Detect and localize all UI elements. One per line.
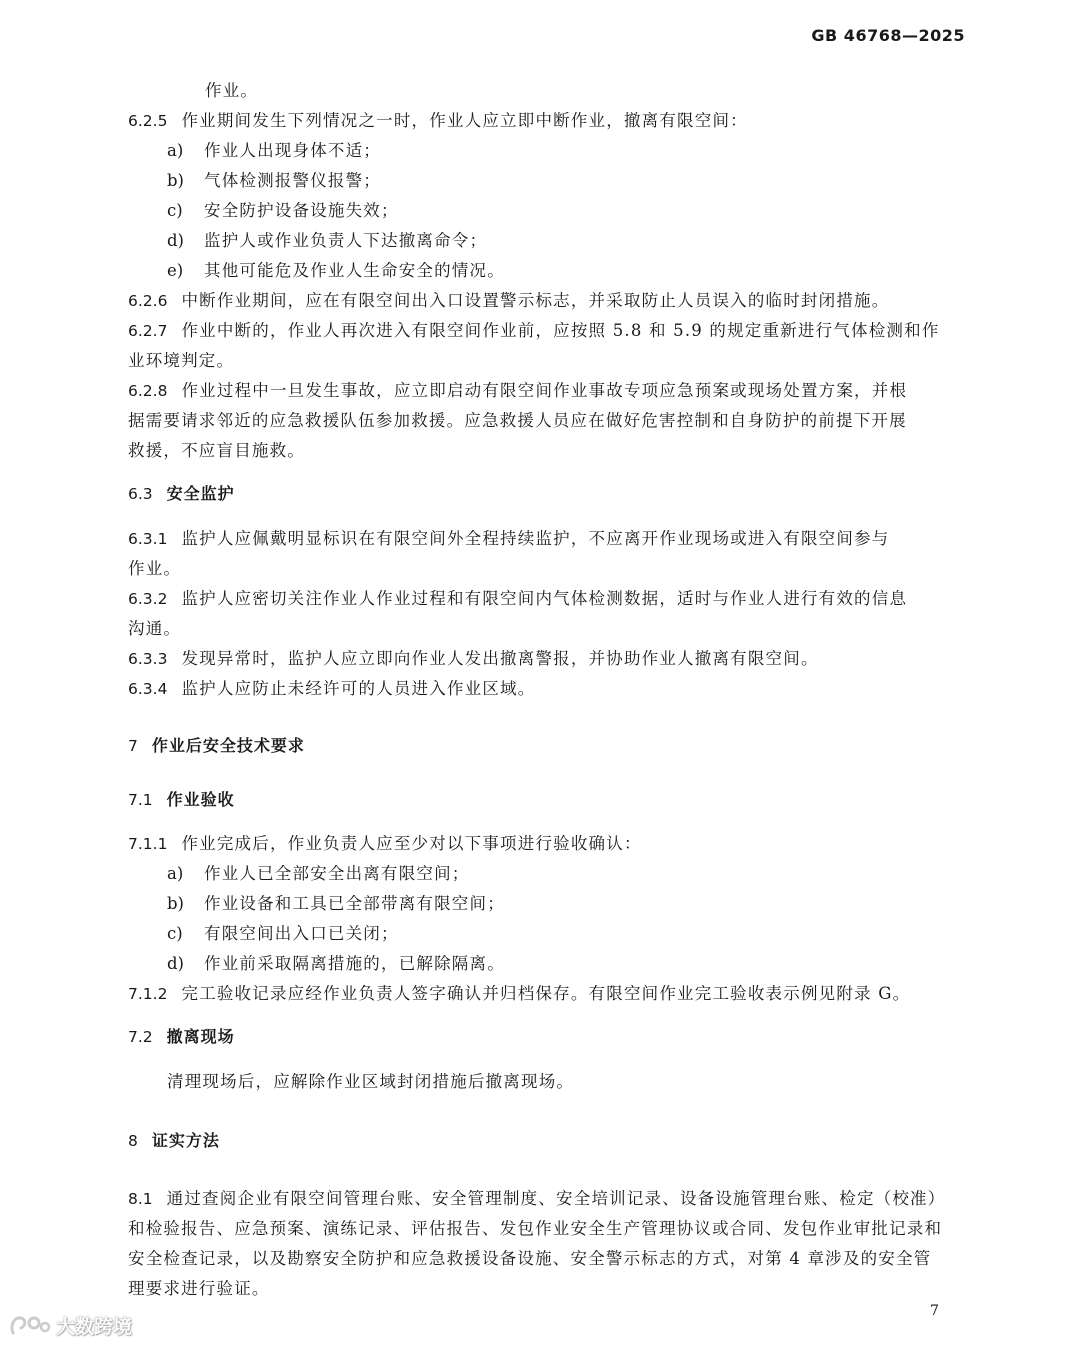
- text-line: 据需要请求邻近的应急救援队伍参加救援。应急救援人员应在做好危害控制和自身防护的前提下开展: [128, 411, 907, 430]
- text-line: 清理现场后，应解除作业区域封闭措施后撤离现场。: [167, 1072, 575, 1091]
- list-item: d) 监护人或作业负责人下达撤离命令；: [167, 231, 488, 250]
- watermark: [8, 1312, 132, 1339]
- list-item: c) 有限空间出入口已关闭；: [167, 924, 399, 943]
- clause-7-1-2: 7.1.2 完工验收记录应经作业负责人签字确认并归档保存。有限空间作业完工验收表示例见附录 G。: [128, 984, 911, 1003]
- clause-6-3-3: 6.3.3 发现异常时，监护人应立即向作业人发出撤离警报，并协助作业人撤离有限空间。: [128, 649, 819, 668]
- clause-6-3-4: 6.3.4 监护人应防止未经许可的人员进入作业区域。: [128, 679, 536, 698]
- list-item: b) 作业设备和工具已全部带离有限空间；: [167, 894, 505, 913]
- list-item: a) 作业人出现身体不适；: [167, 141, 381, 160]
- chapter-heading-7: 7 作业后安全技术要求: [128, 736, 305, 755]
- clause-8-1: 8.1 通过查阅企业有限空间管理台账、安全管理制度、安全培训记录、设备设施管理台账、检定（校准）: [128, 1189, 946, 1208]
- list-item: b) 气体检测报警仪报警；: [167, 171, 381, 190]
- section-heading-7-2: 7.2 撤离现场: [128, 1027, 235, 1046]
- text-line: 理要求进行验证。: [128, 1279, 270, 1298]
- clause-6-2-5: 6.2.5 作业期间发生下列情况之一时，作业人应立即中断作业，撤离有限空间：: [128, 111, 748, 130]
- text-line: 作业。: [128, 559, 182, 578]
- clause-7-1-1: 7.1.1 作业完成后，作业负责人应至少对以下事项进行验收确认：: [128, 834, 642, 853]
- section-heading-7-1: 7.1 作业验收: [128, 790, 235, 809]
- text-line: 作业。: [205, 81, 259, 100]
- clause-6-2-6: 6.2.6 中断作业期间，应在有限空间出入口设置警示标志，并采取防止人员误入的临时封闭措施。: [128, 291, 890, 310]
- text-line: 安全检查记录，以及勘察安全防护和应急救援设备设施、安全警示标志的方式，对第 4 章涉及的安全管: [128, 1249, 932, 1268]
- clause-6-3-1: 6.3.1 监护人应佩戴明显标识在有限空间外全程持续监护，不应离开作业现场或进入有限空间参与: [128, 529, 890, 548]
- document-code: GB 46768—2025: [811, 26, 965, 45]
- clause-6-2-7: 6.2.7 作业中断的，作业人再次进入有限空间作业前，应按照 5.8 和 5.9 的规定重新进行气体检测和作: [128, 321, 940, 340]
- list-item: e) 其他可能危及作业人生命安全的情况。: [167, 261, 505, 280]
- list-item: c) 安全防护设备设施失效；: [167, 201, 399, 220]
- list-item: d) 作业前采取隔离措施的，已解除隔离。: [167, 954, 505, 973]
- clause-6-3-2: 6.3.2 监护人应密切关注作业人作业过程和有限空间内气体检测数据，适时与作业人进行有效的信息: [128, 589, 908, 608]
- text-line: 沟通。: [128, 619, 182, 638]
- clause-6-2-8: 6.2.8 作业过程中一旦发生事故，应立即启动有限空间作业事故专项应急预案或现场处置方案，并根: [128, 381, 908, 400]
- section-heading-6-3: 6.3 安全监护: [128, 484, 235, 503]
- text-line: 和检验报告、应急预案、演练记录、评估报告、发包作业安全生产管理协议或合同、发包作业审批记录和: [128, 1219, 943, 1238]
- page-number: 7: [930, 1303, 939, 1319]
- clause-number: 6.2.5: [128, 112, 168, 130]
- text-line: 救援，不应盲目施救。: [128, 441, 305, 460]
- watermark-text: 大数跨境: [56, 1316, 133, 1338]
- watermark-logo-icon: [8, 1313, 52, 1339]
- chapter-heading-8: 8 证实方法: [128, 1131, 220, 1150]
- text-line: 业环境判定。: [128, 351, 235, 370]
- list-item: a) 作业人已全部安全出离有限空间；: [167, 864, 470, 883]
